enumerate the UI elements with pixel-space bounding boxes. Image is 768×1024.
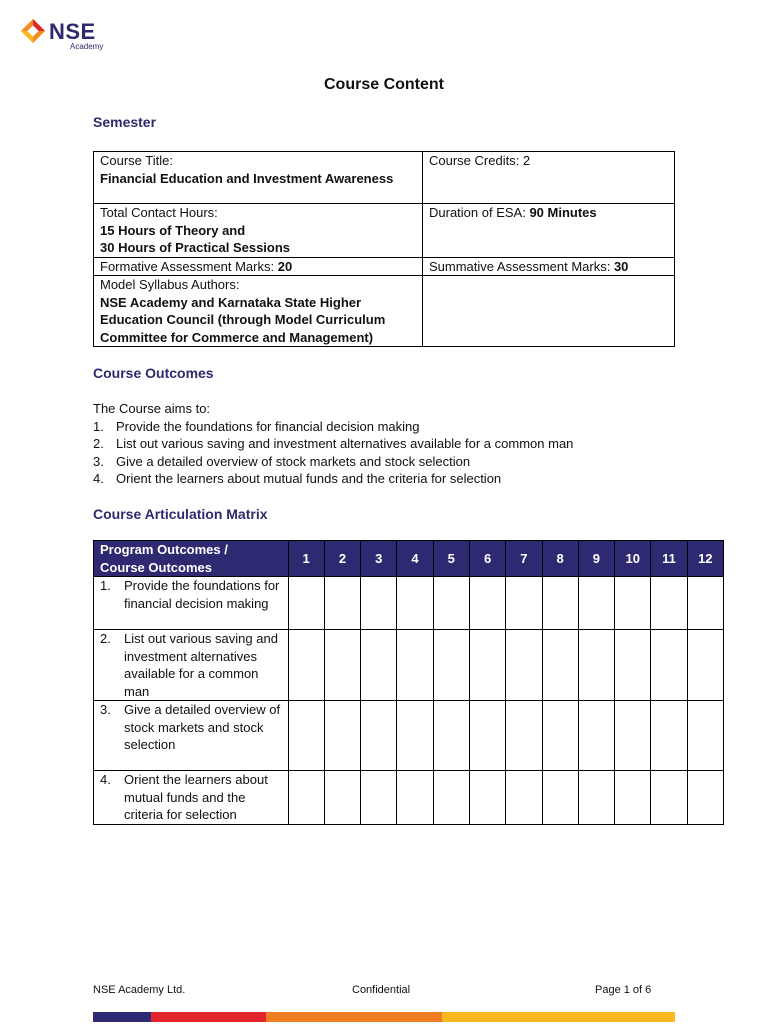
course-credits-cell [423,152,675,204]
matrix-row-label [94,577,289,630]
course-outcomes-heading: Course Outcomes [93,365,214,381]
matrix-row-number: 1. [100,578,111,593]
matrix-cell [687,701,723,771]
table-row [94,701,724,771]
matrix-col-header: 4 [397,541,433,577]
matrix-cell [397,701,433,771]
footer-bar-navy [93,1012,151,1022]
footer-company: NSE Academy Ltd. [93,984,186,996]
table-row [94,152,675,204]
matrix-cell [469,577,505,630]
outcome-text: Give a detailed overview of stock markets and stock selection [116,453,471,469]
matrix-row-label [94,701,289,771]
matrix-cell [615,577,651,630]
outcome-number: 4. [93,471,104,486]
matrix-cell [397,771,433,825]
table-row [94,257,675,276]
matrix-cell [324,771,360,825]
empty-cell [423,276,675,347]
contact-hours-line2: 30 Hours of Practical Sessions [100,240,291,255]
outcome-number: 2. [93,436,104,451]
matrix-cell [542,701,578,771]
matrix-cell [651,577,687,630]
table-row [94,630,724,701]
footer-page-number: Page 1 of 6 [595,984,652,996]
matrix-cell [615,630,651,701]
matrix-cell [324,701,360,771]
matrix-col-header: 2 [324,541,360,577]
course-details-table [93,151,675,347]
matrix-cell [324,577,360,630]
esa-label: Duration of ESA: [429,205,530,220]
outcome-text: Provide the foundations for financial decision making [116,418,420,434]
logo-sub-text: Academy [70,42,104,51]
matrix-cell [433,701,469,771]
footer-bar-yellow [442,1012,675,1022]
course-outcomes-list [93,400,693,488]
matrix-header-line1: Program Outcomes / [100,542,228,557]
matrix-cell [578,701,614,771]
matrix-cell [361,577,397,630]
summative-value: 30 [613,258,629,274]
table-row [94,771,724,825]
list-item [93,453,693,471]
matrix-cell [433,771,469,825]
matrix-cell [397,577,433,630]
matrix-col-header: 5 [433,541,469,577]
footer-bar-red [151,1012,266,1022]
matrix-cell [651,630,687,701]
outcome-text: List out various saving and investment alternatives available for a common man [116,436,574,451]
matrix-cell [288,701,324,771]
course-credits-label: Course Credits: 2 [429,153,531,168]
articulation-matrix-heading: Course Articulation Matrix [93,506,268,522]
matrix-col-header: 1 [288,541,324,577]
matrix-cell [324,630,360,701]
matrix-cell [288,771,324,825]
nse-academy-logo [20,18,130,54]
course-title-value: Financial Education and Investment Awareness [100,170,394,186]
nse-logo-icon [20,18,46,44]
matrix-cell [288,630,324,701]
table-row [94,204,675,258]
semester-heading: Semester [93,114,157,130]
outcome-number: 3. [93,453,104,469]
matrix-cell [433,577,469,630]
summative-cell [423,257,675,276]
matrix-col-header: 3 [361,541,397,577]
matrix-cell [651,701,687,771]
contact-hours-label: Total Contact Hours: [100,205,218,220]
matrix-row-number: 2. [100,631,111,646]
matrix-cell [469,630,505,701]
course-title-label: Course Title: [100,153,173,168]
matrix-col-header: 8 [542,541,578,577]
matrix-col-header: 12 [687,541,723,577]
footer-confidential: Confidential [352,984,411,996]
matrix-cell [578,577,614,630]
matrix-cell [687,630,723,701]
formative-value: 20 [277,258,293,274]
logo-brand-text: NSE [49,19,96,44]
matrix-row-text: List out various saving and investment alternatives available for a common man [124,631,278,699]
authors-value: NSE Academy and Karnataka State Higher Education Council (through Model Curriculum Committee for Commerce and Management) [100,294,386,345]
contact-hours-line1: 15 Hours of Theory and [100,222,246,238]
outcomes-intro: The Course aims to: [93,401,211,416]
matrix-cell [469,771,505,825]
matrix-cell [361,701,397,771]
table-row [94,276,675,347]
course-title-cell [94,152,423,204]
matrix-cell [433,630,469,701]
matrix-row-text: Give a detailed overview of stock markets and stock selection [124,702,281,752]
matrix-cell [361,630,397,701]
matrix-cell [615,701,651,771]
matrix-row-number: 3. [100,702,111,717]
matrix-header-row [94,541,724,577]
matrix-cell [578,630,614,701]
matrix-cell [361,771,397,825]
formative-label: Formative Assessment Marks: [100,258,278,274]
outcome-number: 1. [93,418,104,434]
matrix-cell [687,577,723,630]
contact-hours-cell [94,204,423,258]
matrix-header-outcomes [94,541,289,577]
matrix-cell [542,630,578,701]
matrix-cell [506,577,542,630]
matrix-col-header: 10 [615,541,651,577]
outcome-text: Orient the learners about mutual funds and the criteria for selection [116,471,502,486]
matrix-cell [397,630,433,701]
matrix-cell [506,701,542,771]
matrix-cell [687,771,723,825]
matrix-header-line2: Course Outcomes [100,559,212,575]
authors-cell [94,276,423,347]
matrix-cell [651,771,687,825]
matrix-cell [506,771,542,825]
list-item [93,470,693,488]
matrix-col-header: 11 [651,541,687,577]
esa-value: 90 Minutes [529,205,597,220]
formative-cell [94,257,423,276]
list-item [93,418,693,436]
matrix-cell [469,701,505,771]
matrix-cell [542,577,578,630]
matrix-cell [578,771,614,825]
matrix-cell [506,630,542,701]
matrix-cell [288,577,324,630]
matrix-cell [542,771,578,825]
matrix-col-header: 6 [469,541,505,577]
matrix-row-text: Provide the foundations for financial decision making [124,578,280,611]
matrix-row-text: Orient the learners about mutual funds and the criteria for selection [124,772,268,822]
authors-label: Model Syllabus Authors: [100,277,240,292]
esa-duration-cell [423,204,675,258]
matrix-col-header: 9 [578,541,614,577]
list-item [93,435,693,453]
footer-bar-orange [266,1012,442,1022]
matrix-row-label [94,771,289,825]
summative-label: Summative Assessment Marks: [429,258,614,274]
matrix-col-header: 7 [506,541,542,577]
matrix-row-number: 4. [100,772,111,787]
table-row [94,577,724,630]
matrix-row-label [94,630,289,701]
articulation-matrix-table [93,540,724,825]
matrix-cell [615,771,651,825]
page-title: Course Content [324,76,444,93]
